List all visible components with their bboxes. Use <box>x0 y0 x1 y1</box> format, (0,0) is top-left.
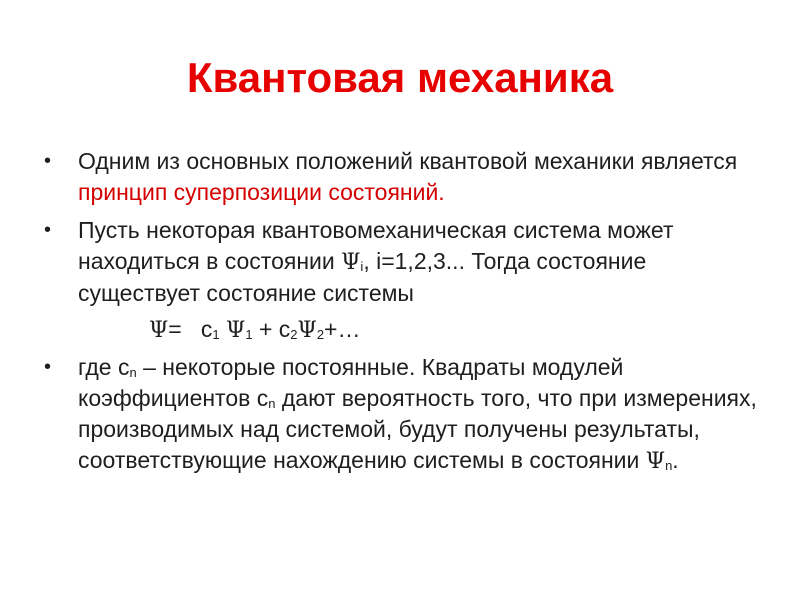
psi-symbol: Ψ <box>297 318 317 343</box>
item-text: . <box>672 447 679 473</box>
psi-symbol: Ψ <box>226 318 246 343</box>
slide-content <box>44 146 764 484</box>
bullet-item-coefficients <box>44 352 764 477</box>
item-text: дают вероятность того, что при измерениях, производимых над системой, будут получены результаты, соответствующие нахождению системы в состоянии <box>78 385 757 473</box>
subscript: n <box>268 396 276 411</box>
superposition-formula <box>44 314 764 346</box>
psi-symbol: Ψ <box>341 250 361 275</box>
formula-plus: + <box>252 316 279 342</box>
subscript: 1 <box>212 327 220 342</box>
subscript: i <box>360 259 364 274</box>
formula-equals: = <box>168 316 182 342</box>
item-text: Пусть некоторая квантовомеханическая система может находиться в состоянии <box>78 217 674 274</box>
item-text: – некоторые постоянные. Квадраты модулей коэффициентов c <box>78 354 624 411</box>
item-text: где c <box>78 354 130 380</box>
subscript: 1 <box>245 327 253 342</box>
bullet-icon: • <box>44 150 52 172</box>
bullet-item-superposition <box>44 146 764 208</box>
item-text: , i=1,2,3... Тогда состояние существует состояние системы <box>78 248 647 306</box>
coef-c: c <box>278 316 291 342</box>
bullet-icon: • <box>44 219 52 241</box>
psi-symbol: Ψ <box>149 318 169 343</box>
subscript: 2 <box>316 327 325 342</box>
subscript: n <box>665 458 673 473</box>
bullet-item-system-states <box>44 215 764 309</box>
formula-tail: +… <box>324 316 361 342</box>
highlight-text: принцип суперпозиции состояний. <box>78 179 445 205</box>
coef-c: c <box>200 316 213 342</box>
psi-symbol: Ψ <box>645 449 666 474</box>
subscript: n <box>129 365 137 380</box>
slide-title: Квантовая механика <box>186 54 614 101</box>
subscript: 2 <box>290 327 298 342</box>
bullet-icon: • <box>44 356 52 378</box>
item-text: Одним из основных положений квантовой механики является <box>78 148 738 174</box>
